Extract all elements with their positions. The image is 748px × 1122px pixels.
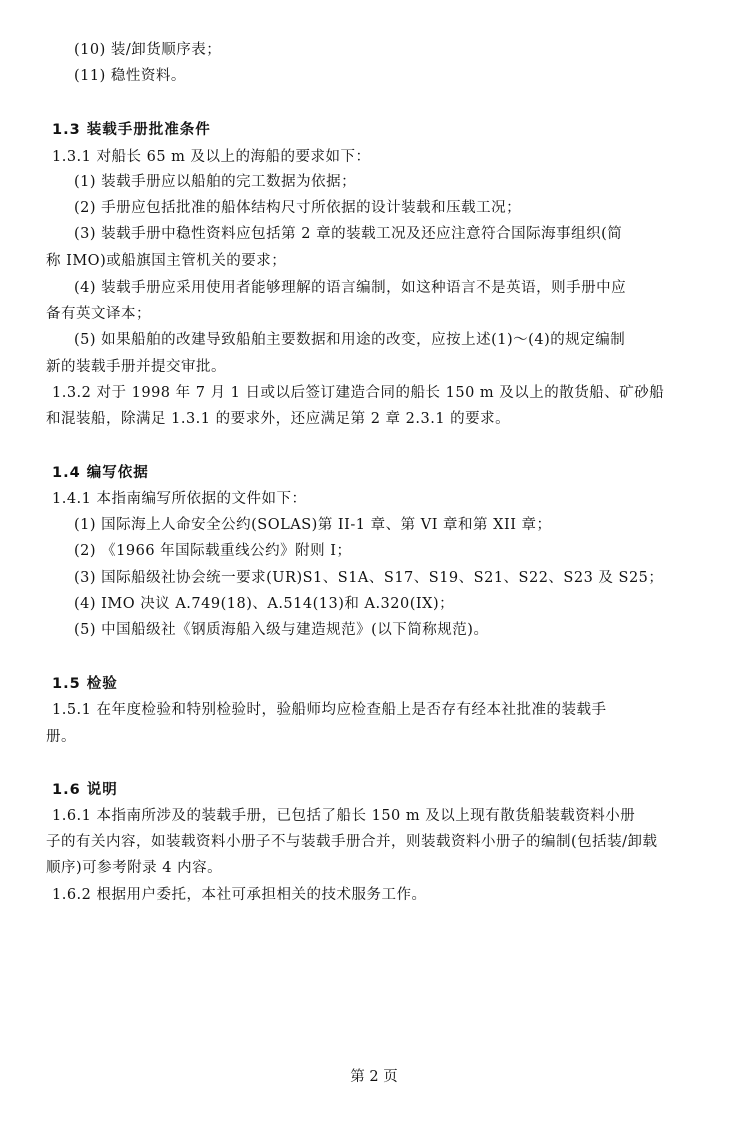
section-heading-1-5: 1.5 检验 <box>52 676 118 692</box>
paragraph-1-6-1-continuation: 子的有关内容，如装载资料小册子不与装载手册合并，则装载资料小册子的编制(包括装/卸载 <box>46 834 658 850</box>
section-heading-1-3: 1.3 装载手册批准条件 <box>52 122 211 138</box>
list-item-continuation: 备有英文译本； <box>46 306 151 322</box>
paragraph-1-4-1: 1.4.1 本指南编写所依据的文件如下： <box>52 491 307 507</box>
paragraph-1-3-1: 1.3.1 对船长 65 m 及以上的海船的要求如下： <box>52 149 371 165</box>
paragraph-1-3-2: 1.3.2 对于 1998 年 7 月 1 日或以后签订建造合同的船长 150 m 及以上的散货船、矿砂船 <box>52 385 665 401</box>
list-item: (3) 国际船级社协会统一要求(UR)S1、S1A、S17、S19、S21、S22、S23 及 S25； <box>74 570 664 586</box>
page-number: 第 2 页 <box>350 1069 398 1085</box>
list-item: (2) 《1966 年国际载重线公约》附则 I； <box>74 543 352 559</box>
list-item: (4) 装载手册应采用使用者能够理解的语言编制，如这种语言不是英语，则手册中应 <box>74 280 627 296</box>
section-heading-1-4: 1.4 编写依据 <box>52 465 149 481</box>
list-item-11: (11) 稳性资料。 <box>74 68 186 84</box>
list-item-continuation: 称 IMO)或船旗国主管机关的要求； <box>46 253 287 269</box>
list-item: (1) 国际海上人命安全公约(SOLAS)第 II-1 章、第 VI 章和第 XII 章； <box>74 517 552 533</box>
list-item: (3) 装载手册中稳性资料应包括第 2 章的装载工况及还应注意符合国际海事组织(简 <box>74 226 623 242</box>
list-item-continuation: 新的装载手册并提交审批。 <box>46 359 226 375</box>
list-item-10: (10) 装/卸货顺序表； <box>74 42 222 58</box>
paragraph-1-6-2: 1.6.2 根据用户委托，本社可承担相关的技术服务工作。 <box>52 887 427 903</box>
list-item: (5) 中国船级社《钢质海船入级与建造规范》(以下简称规范)。 <box>74 622 489 638</box>
list-item: (4) IMO 决议 A.749(18)、A.514(13)和 A.320(IX)； <box>74 596 455 612</box>
list-item: (2) 手册应包括批准的船体结构尺寸所依据的设计装载和压载工况； <box>74 200 522 216</box>
list-item: (5) 如果船舶的改建导致船舶主要数据和用途的改变，应按上述(1)～(4)的规定编制 <box>74 332 626 348</box>
list-item: (1) 装载手册应以船舶的完工数据为依据； <box>74 174 357 190</box>
paragraph-1-5-1-continuation: 册。 <box>46 729 76 745</box>
section-heading-1-6: 1.6 说明 <box>52 782 118 798</box>
paragraph-1-3-2-continuation: 和混装船，除满足 1.3.1 的要求外，还应满足第 2 章 2.3.1 的要求。 <box>46 411 511 427</box>
paragraph-1-6-1-continuation: 顺序)可参考附录 4 内容。 <box>46 860 223 876</box>
paragraph-1-5-1: 1.5.1 在年度检验和特别检验时，验船师均应检查船上是否存有经本社批准的装载手 <box>52 702 607 718</box>
paragraph-1-6-1: 1.6.1 本指南所涉及的装载手册，已包括了船长 150 m 及以上现有散货船装载资料小册 <box>52 808 636 824</box>
